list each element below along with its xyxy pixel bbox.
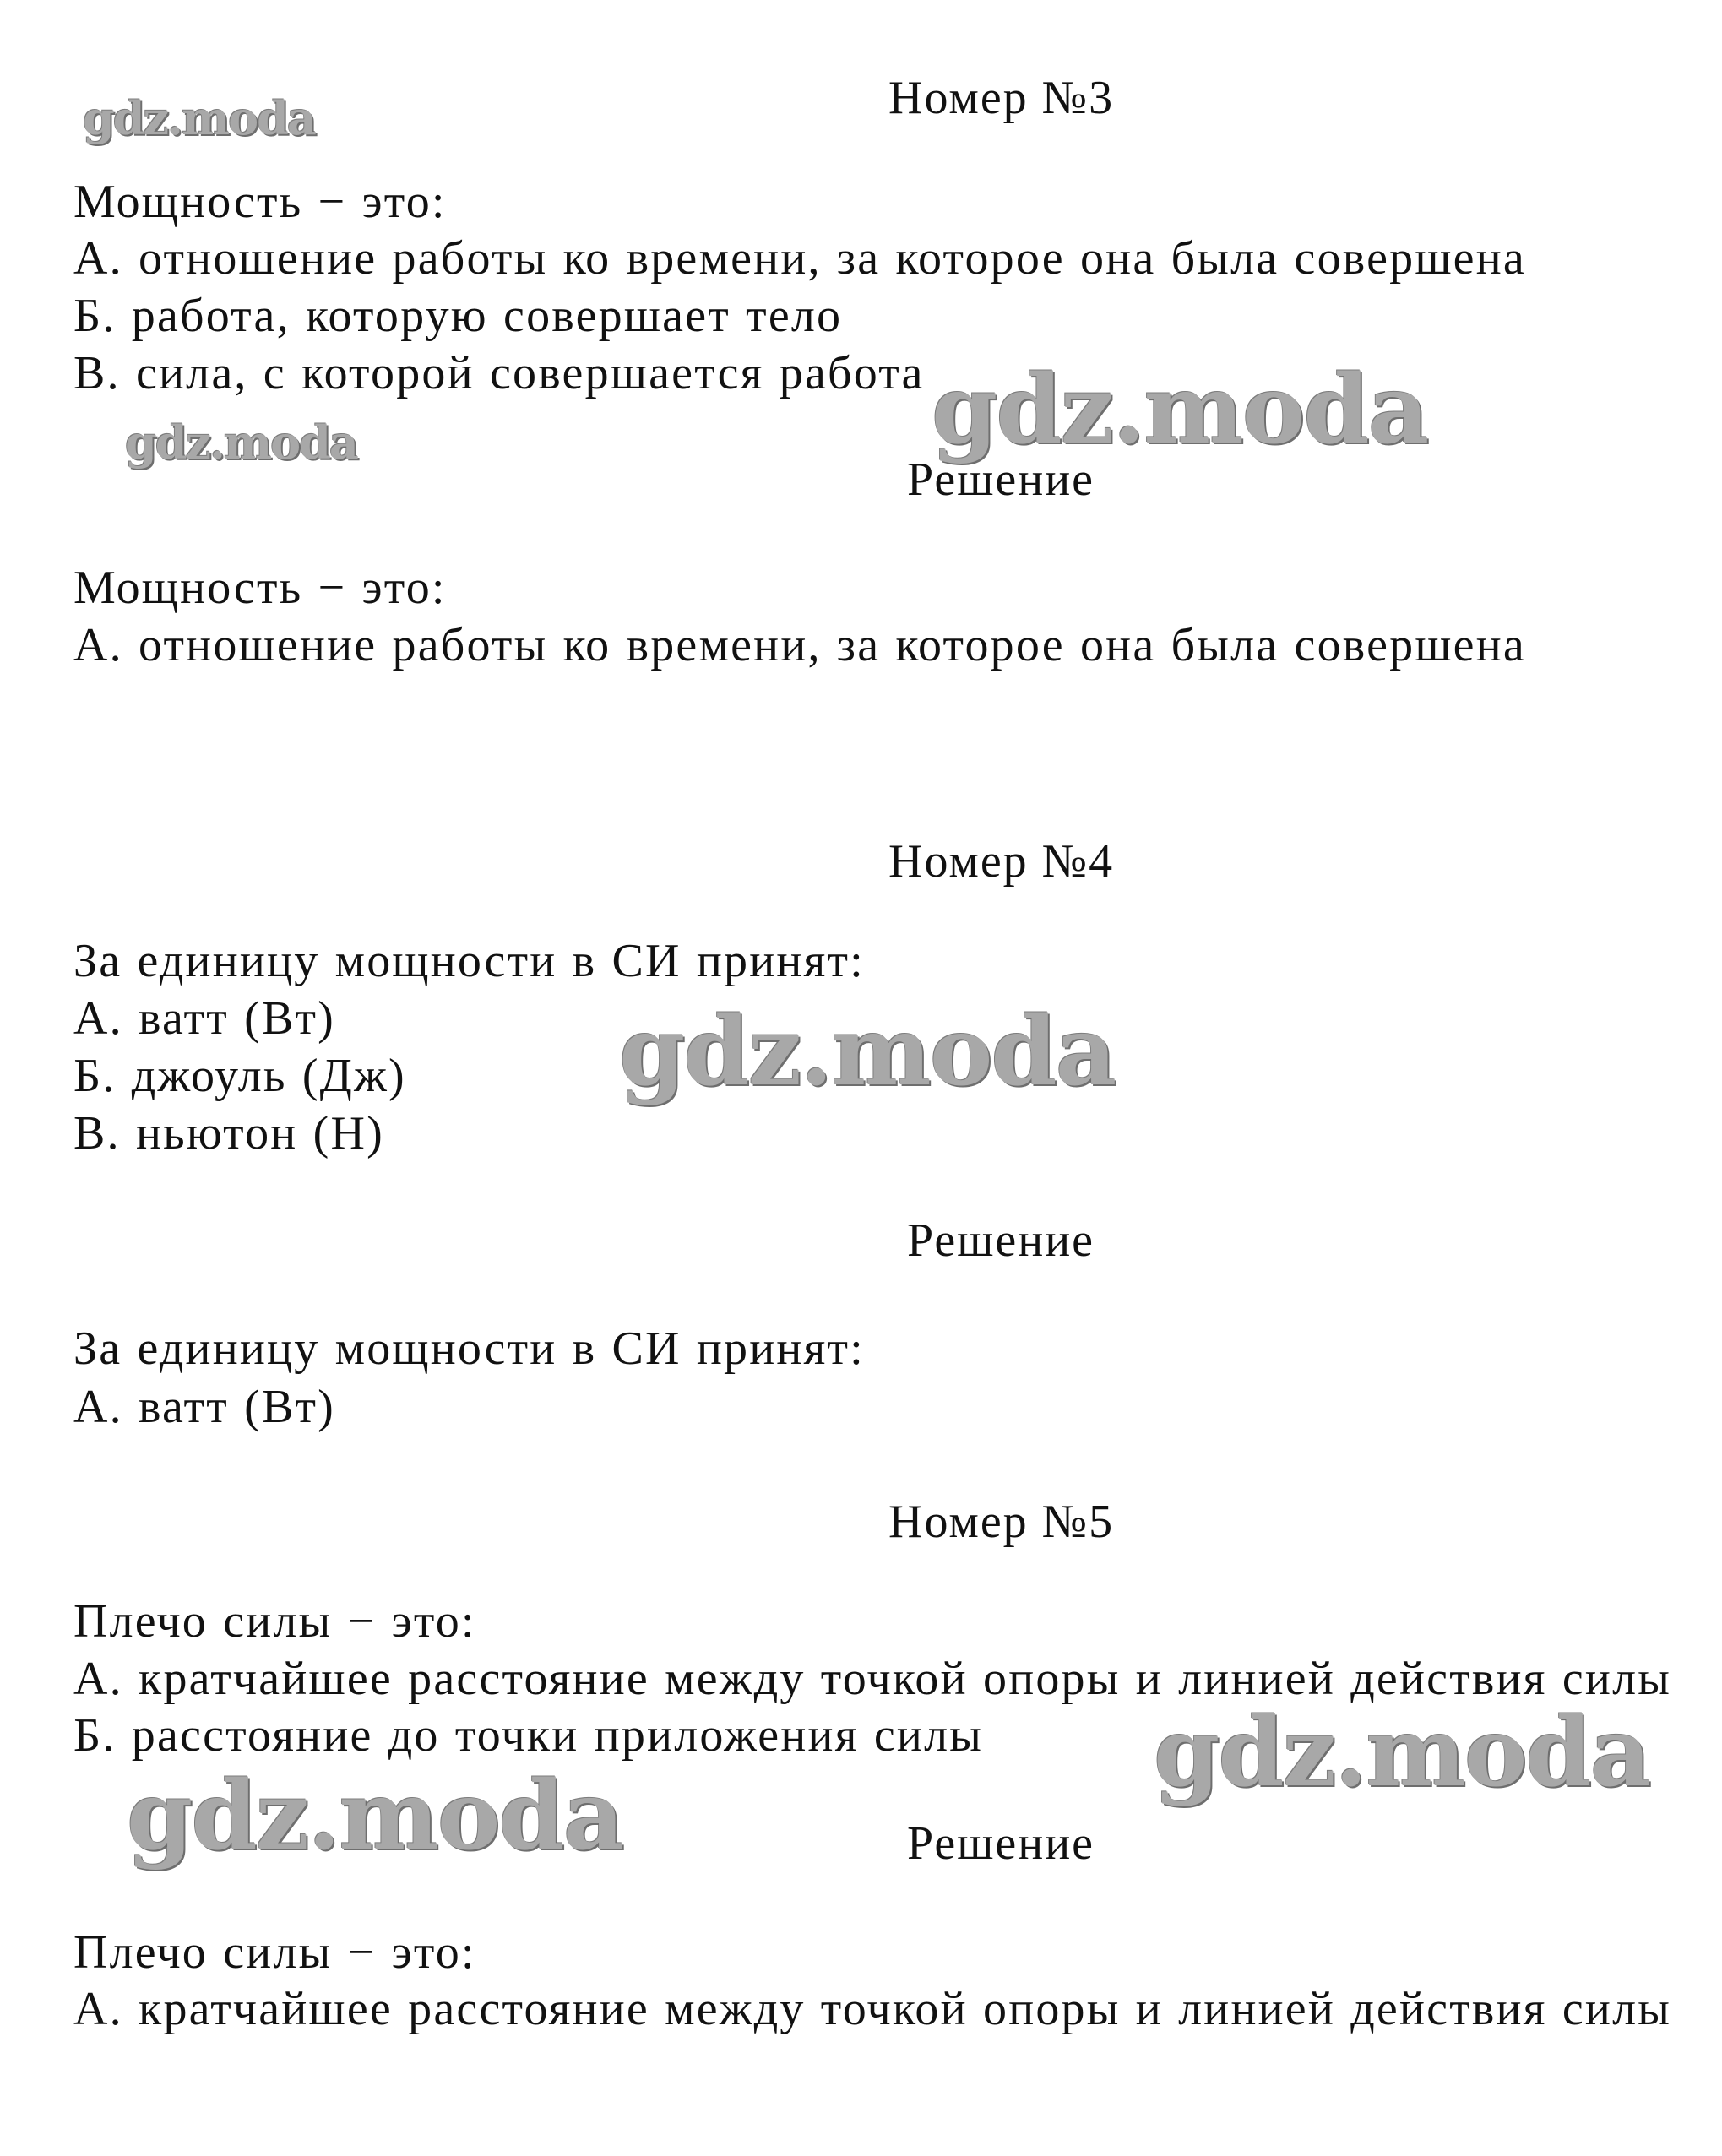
watermark-logo: gdz.moda xyxy=(932,355,1428,465)
task-title: Номер №3 xyxy=(888,72,1115,124)
answer-text: А. ватт (Вт) xyxy=(73,1381,336,1433)
watermark-logo: gdz.moda xyxy=(125,415,357,470)
option-b: Б. расстояние до точки приложения силы xyxy=(73,1709,984,1762)
task-title: Номер №4 xyxy=(888,835,1115,888)
answer-question: Плечо силы − это: xyxy=(73,1926,476,1979)
watermark-logo: gdz.moda xyxy=(1154,1697,1650,1808)
watermark-logo: gdz.moda xyxy=(619,997,1116,1107)
watermark-logo: gdz.moda xyxy=(83,91,315,145)
answer-text: А. кратчайшее расстояние между точкой опоры и линией действия силы xyxy=(73,1983,1672,2035)
question-text: Мощность − это: xyxy=(73,176,447,228)
answer-text: А. отношение работы ко времени, за которое она была совершена xyxy=(73,619,1526,671)
question-text: Плечо силы − это: xyxy=(73,1595,476,1648)
option-c: В. сила, с которой совершается работа xyxy=(73,347,925,399)
solution-heading: Решение xyxy=(907,1817,1095,1870)
option-a: А. ватт (Вт) xyxy=(73,992,336,1045)
solution-heading: Решение xyxy=(907,1214,1095,1267)
option-a: А. кратчайшее расстояние между точкой опоры и линией действия силы xyxy=(73,1653,1672,1705)
answer-question: Мощность − это: xyxy=(73,562,447,614)
option-b: Б. джоуль (Дж) xyxy=(73,1050,406,1102)
option-c: В. ньютон (Н) xyxy=(73,1107,384,1159)
task-title: Номер №5 xyxy=(888,1496,1115,1548)
option-b: Б. работа, которую совершает тело xyxy=(73,290,843,342)
solution-heading: Решение xyxy=(907,453,1095,506)
watermark-logo: gdz.moda xyxy=(127,1761,623,1871)
question-text: За единицу мощности в СИ принят: xyxy=(73,935,865,987)
option-a: А. отношение работы ко времени, за которое она была совершена xyxy=(73,232,1526,285)
answer-question: За единицу мощности в СИ принят: xyxy=(73,1322,865,1375)
